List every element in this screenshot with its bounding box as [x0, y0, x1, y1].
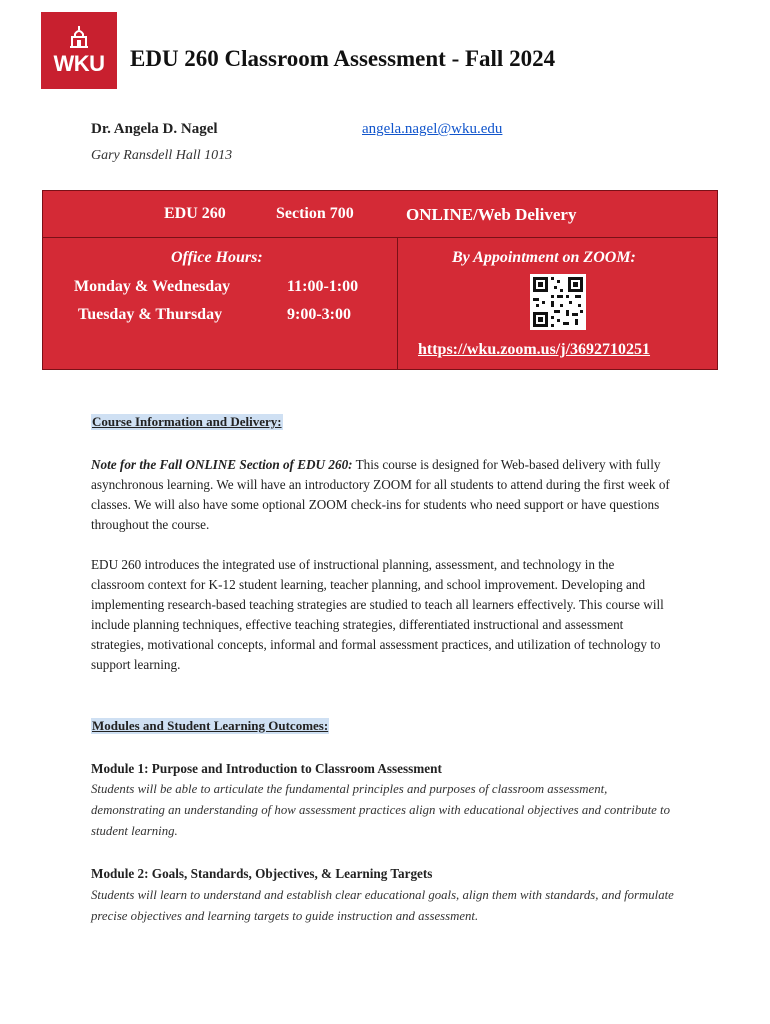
note-label: Note for the Fall ONLINE Section of EDU 260:: [91, 457, 353, 472]
office-time-1: 11:00-1:00: [287, 278, 359, 295]
course-info-box: [42, 190, 718, 370]
office-time-2: 9:00-3:00: [287, 306, 351, 323]
wku-logo: [41, 12, 117, 89]
cupola-icon: [66, 25, 92, 49]
course-delivery: ONLINE/Web Delivery: [406, 205, 577, 224]
page-title: EDU 260 Classroom Assessment - Fall 2024: [130, 46, 556, 71]
instructor-email-link[interactable]: angela.nagel@wku.edu: [362, 121, 503, 137]
note-paragraph: [91, 455, 671, 535]
logo-text: WKU: [53, 50, 105, 76]
instructor-name: Dr. Angela D. Nagel: [91, 121, 218, 137]
module-2-description: Students will learn to understand and establish clear educational goals, align them with standards, and formulate precise objectives and learning targets to guide instruction and assessment.: [91, 888, 674, 923]
zoom-link[interactable]: https://wku.zoom.us/j/3692710251: [418, 341, 651, 358]
module-1-title: Module 1: Purpose and Introduction to Classroom Assessment: [91, 761, 442, 776]
module-2-title: Module 2: Goals, Standards, Objectives, & Learning Targets: [91, 866, 433, 881]
note-text: This course is designed for Web-based delivery with fully asynchronous learning. We will have an introductory ZOOM for all students to attend during the first week of classes. We will also have some optional ZOOM check-ins for students who need support or have questions throughout the course.: [91, 457, 670, 532]
instructor-office: Gary Ransdell Hall 1013: [91, 148, 233, 163]
box-divider: [397, 237, 398, 370]
course-section: Section 700: [276, 205, 354, 222]
modules-heading: Modules and Student Learning Outcomes:: [92, 718, 329, 733]
course-info-row: [43, 191, 717, 238]
zoom-qr-code[interactable]: [530, 274, 586, 330]
office-days-2: Tuesday & Thursday: [78, 306, 223, 323]
course-description: EDU 260 introduces the integrated use of instructional planning, assessment, and technology in the classroom context for K-12 student learning, teacher planning, and school improvement. Developing and implementing research-based teaching strategies are studied to teach all learners effectively. This course will include planning techniques, effective teaching strategies, differentiated instructional and assessment strategies, motivational concepts, informal and formal assessment practices, and utilization of technology to support learning.: [91, 557, 664, 672]
office-days-1: Monday & Wednesday: [74, 278, 231, 295]
course-code: EDU 260: [164, 205, 226, 222]
appointment-label: By Appointment on ZOOM:: [452, 249, 636, 266]
module-1-description: Students will be able to articulate the fundamental principles and purposes of classroom assessment, demonstrating an understanding of how assessment practices align with educational objectives and contribute to student learning.: [91, 782, 671, 838]
course-info-heading: Course Information and Delivery:: [92, 414, 282, 429]
office-hours-label: Office Hours:: [171, 249, 263, 266]
